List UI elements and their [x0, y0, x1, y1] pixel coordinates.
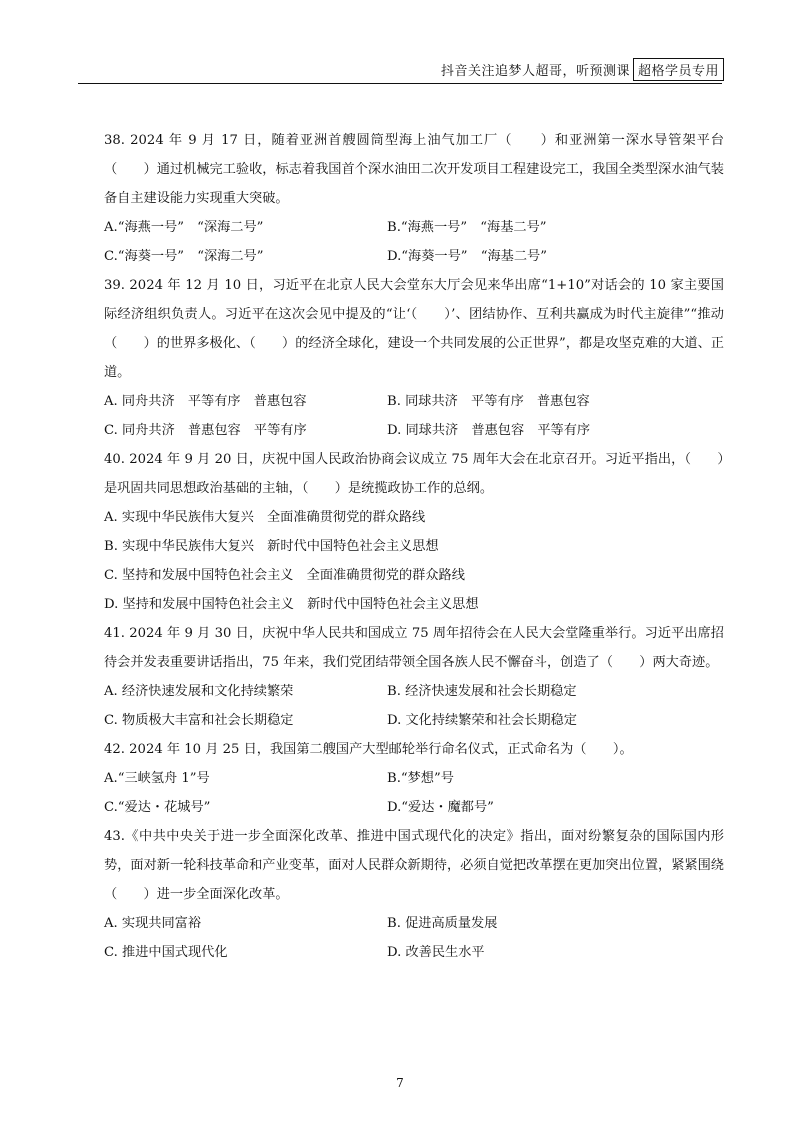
header-badge: 超格学员专用 [633, 58, 724, 81]
option-a: A. 实现中华民族伟大复兴 全面准确贯彻党的群众路线 [104, 510, 426, 525]
option-d: D. 文化持续繁荣和社会长期稳定 [387, 713, 577, 728]
option-d: D. 坚持和发展中国特色社会主义 新时代中国特色社会主义思想 [104, 597, 479, 612]
options-grid [104, 909, 724, 967]
option-b: B. 促进高质量发展 [387, 916, 498, 931]
question-stem: 38. 2024 年 9 月 17 日，随着亚洲首艘圆筒型海上油气加工厂（ ）和亚洲第一深水导管架平台（ ）通过机械完工验收，标志着我国首个深水油田二次开发项目工程建设完工，我国全类型深水油气装备自主建设能力实现重大突破。 [104, 133, 724, 206]
option-d: D.“爱达・魔都号” [387, 800, 494, 815]
question-40 [104, 445, 724, 619]
header-rule [78, 83, 722, 84]
options-grid [104, 677, 724, 735]
option-b: B. 经济快速发展和社会长期稳定 [387, 684, 577, 699]
option-a: A.“三峡氢舟 1”号 [104, 771, 210, 786]
question-42 [104, 735, 724, 822]
option-b: B.“海燕一号” “海基二号” [387, 220, 547, 235]
option-b: B. 同球共济 平等有序 普惠包容 [387, 394, 590, 409]
page-header [441, 58, 724, 81]
questions-list [104, 126, 724, 967]
question-stem: 39. 2024 年 12 月 10 日，习近平在北京人民大会堂东大厅会见来华出席“1+10”对话会的 10 家主要国际经济组织负责人。习近平在这次会见中提及的“让‘（ ）’、团结协作、互利共赢成为时代主旋律”“推动（ ）的世界多极化、（ ）的经济全球化，建设一个共同发展的公正世界”，都是攻坚克难的大道、正道。 [104, 278, 724, 380]
header-text: 抖音关注追梦人超哥，听预测课 [440, 64, 630, 79]
question-38 [104, 126, 724, 271]
page-number: 7 [396, 1076, 404, 1090]
options-grid [104, 387, 724, 445]
option-d: D. 同球共济 普惠包容 平等有序 [387, 423, 591, 438]
question-stem: 41. 2024 年 9 月 30 日，庆祝中华人民共和国成立 75 周年招待会在人民大会堂隆重举行。习近平出席招待会并发表重要讲话指出，75 年来，我们党团结带领全国各族人民不懈奋斗，创造了（ ）两大奇迹。 [104, 626, 724, 670]
question-41 [104, 619, 724, 735]
option-a: A. 实现共同富裕 [104, 916, 202, 931]
option-b: B.“梦想”号 [387, 771, 454, 786]
option-c: C.“海葵一号” “深海二号” [104, 249, 264, 264]
option-a: A.“海燕一号” “深海二号” [104, 220, 264, 235]
question-stem: 40. 2024 年 9 月 20 日，庆祝中国人民政治协商会议成立 75 周年大会在北京召开。习近平指出，（ ）是巩固共同思想政治基础的主轴，（ ）是统揽政协工作的总纲。 [104, 452, 724, 496]
question-43 [104, 822, 724, 967]
question-stem: 43.《中共中央关于进一步全面深化改革、推进中国式现代化的决定》指出，面对纷繁复杂的国际国内形势，面对新一轮科技革命和产业变革，面对人民群众新期待，必须自觉把改革摆在更加突出位置，紧紧围绕（ ）进一步全面深化改革。 [104, 829, 724, 902]
question-stem: 42. 2024 年 10 月 25 日，我国第二艘国产大型邮轮举行命名仪式，正式命名为（ ）。 [104, 742, 633, 757]
option-a: A. 同舟共济 平等有序 普惠包容 [104, 394, 307, 409]
question-39 [104, 271, 724, 445]
option-b: B. 实现中华民族伟大复兴 新时代中国特色社会主义思想 [104, 539, 439, 554]
options-list [104, 503, 724, 619]
options-grid [104, 213, 724, 271]
option-a: A. 经济快速发展和文化持续繁荣 [104, 684, 294, 699]
option-d: D.“海葵一号” “海基二号” [387, 249, 547, 264]
option-c: C. 同舟共济 普惠包容 平等有序 [104, 423, 307, 438]
option-c: C. 坚持和发展中国特色社会主义 全面准确贯彻党的群众路线 [104, 568, 465, 583]
option-c: C.“爱达・花城号” [104, 800, 211, 815]
option-d: D. 改善民生水平 [387, 945, 485, 960]
option-c: C. 推进中国式现代化 [104, 945, 228, 960]
options-grid [104, 764, 724, 822]
option-c: C. 物质极大丰富和社会长期稳定 [104, 713, 294, 728]
